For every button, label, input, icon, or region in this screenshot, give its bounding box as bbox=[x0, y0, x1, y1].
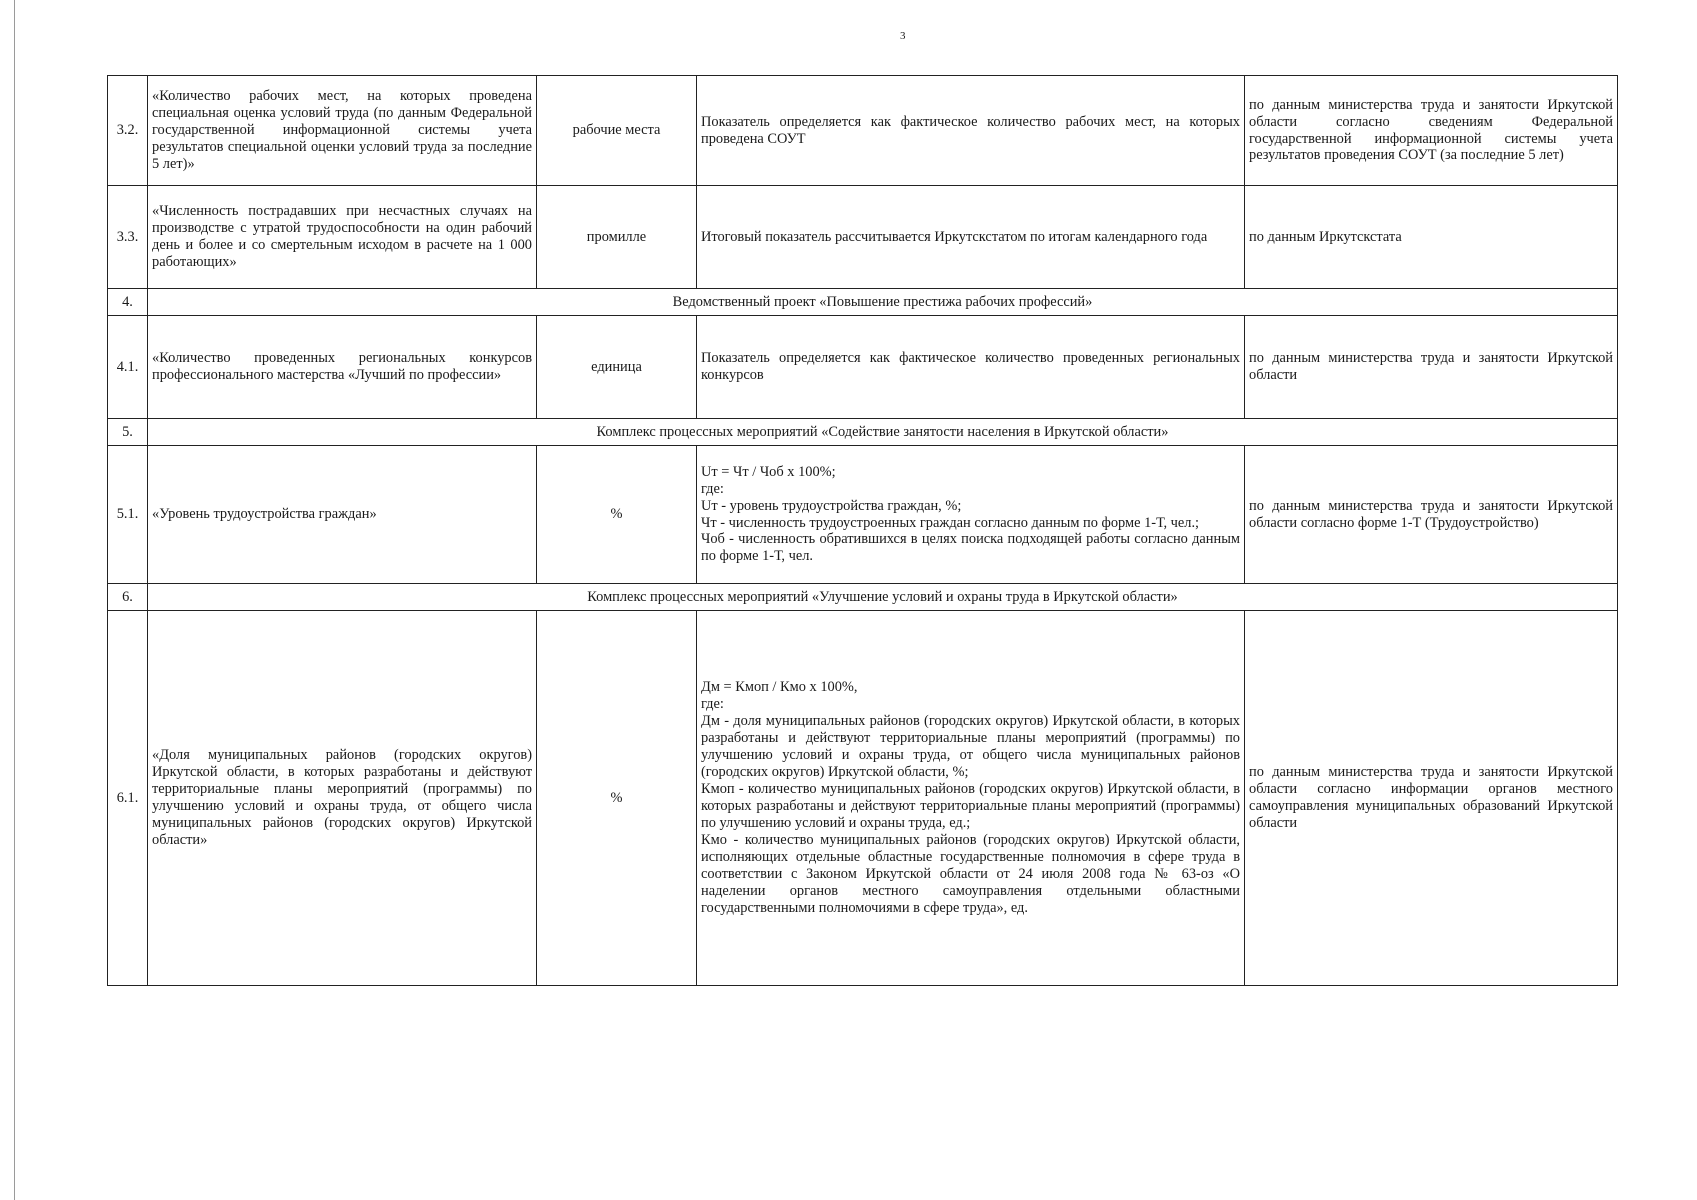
section-row bbox=[108, 419, 1618, 446]
page-edge-line bbox=[14, 0, 15, 1200]
method-line: Кмоп - количество муниципальных районов (городских округов) Иркутской области, в которых разработаны и действуют территориальные планы мероприятий (программы) по улучшению условий и охраны труда, ед.; bbox=[701, 781, 1240, 831]
row-number: 3.2. bbox=[108, 76, 148, 186]
indicator-name: «Количество проведенных региональных конкурсов профессионального мастерства «Лучший по профессии» bbox=[148, 316, 537, 419]
section-row bbox=[108, 584, 1618, 611]
data-source: по данным министерства труда и занятости Иркутской области согласно форме 1-Т (Трудоустройство) bbox=[1245, 446, 1618, 584]
data-source: по данным министерства труда и занятости Иркутской области согласно сведениям Федеральной государственной информационной системы учета результатов проведения СОУТ (за последние 5 лет) bbox=[1245, 76, 1618, 186]
method-line: Uт = Чт / Чоб x 100%; bbox=[701, 463, 836, 480]
unit-of-measure: промилле bbox=[537, 186, 697, 289]
table-row bbox=[108, 446, 1618, 584]
unit-of-measure: рабочие места bbox=[537, 76, 697, 186]
row-number: 5. bbox=[108, 419, 148, 446]
method-line: Uт - уровень трудоустройства граждан, %; bbox=[701, 497, 962, 514]
method-line: Чоб - численность обратившихся в целях поиска подходящей работы согласно данным по форме 1-Т, чел. bbox=[701, 531, 1240, 565]
row-number: 4.1. bbox=[108, 316, 148, 419]
page-number: 3 bbox=[900, 30, 906, 42]
method-line: Дм - доля муниципальных районов (городских округов) Иркутской области, в которых разработаны и действуют территориальные планы мероприятий (программы) по улучшению условий и охраны труда, от общего числа муниципальных районов (городских округов) Иркутской области, %; bbox=[701, 713, 1240, 781]
calculation-method bbox=[697, 186, 1245, 289]
row-number: 3.3. bbox=[108, 186, 148, 289]
data-source: по данным министерства труда и занятости Иркутской области согласно информации органов местного самоуправления муниципальных образований Иркутской области bbox=[1245, 611, 1618, 986]
unit-of-measure: % bbox=[537, 446, 697, 584]
method-line: Показатель определяется как фактическое количество проведенных региональных конкурсов bbox=[701, 350, 1240, 383]
table-row bbox=[108, 611, 1618, 986]
indicator-name: «Уровень трудоустройства граждан» bbox=[148, 446, 537, 584]
row-number: 6.1. bbox=[108, 611, 148, 986]
method-line: где: bbox=[701, 696, 724, 713]
row-number: 6. bbox=[108, 584, 148, 611]
calculation-method bbox=[697, 611, 1245, 986]
method-line: Чт - численность трудоустроенных граждан согласно данным по форме 1-Т, чел.; bbox=[701, 514, 1200, 531]
section-title: Комплекс процессных мероприятий «Содействие занятости населения в Иркутской области» bbox=[148, 419, 1618, 446]
table-row bbox=[108, 76, 1618, 186]
method-line: где: bbox=[701, 480, 724, 497]
indicators-table bbox=[107, 75, 1618, 986]
table-row bbox=[108, 186, 1618, 289]
indicator-name: «Численность пострадавших при несчастных случаях на производстве с утратой трудоспособности на один рабочий день и более и со смертельным исходом в расчете на 1 000 работающих» bbox=[148, 186, 537, 289]
method-line: Кмо - количество муниципальных районов (городских округов) Иркутской области, исполняющих отдельные областные государственные полномочия в сфере труда в соответствии с Законом Иркутской области от 24 июля 2008 года № 63-оз «О наделении органов местного самоуправления отдельными областными государственными полномочиями в сфере труда», ед. bbox=[701, 831, 1240, 916]
data-source: по данным министерства труда и занятости Иркутской области bbox=[1245, 316, 1618, 419]
indicator-name: «Количество рабочих мест, на которых проведена специальная оценка условий труда (по данным Федеральной государственной информационной системы учета результатов специальной оценки условий труда за последние 5 лет)» bbox=[148, 76, 537, 186]
calculation-method bbox=[697, 76, 1245, 186]
method-line: Дм = Кмоп / Кмо x 100%, bbox=[701, 679, 858, 696]
row-number: 5.1. bbox=[108, 446, 148, 584]
table-row bbox=[108, 316, 1618, 419]
indicator-name: «Доля муниципальных районов (городских округов) Иркутской области, в которых разработаны и действуют территориальные планы мероприятий (программы) по улучшению условий и охраны труда, от общего числа муниципальных районов (городских округов) Иркутской области» bbox=[148, 611, 537, 986]
method-line: Показатель определяется как фактическое количество рабочих мест, на которых проведена СОУТ bbox=[701, 113, 1240, 147]
data-source: по данным Иркутскстата bbox=[1245, 186, 1618, 289]
unit-of-measure: единица bbox=[537, 316, 697, 419]
method-line: Итоговый показатель рассчитывается Иркутскстатом по итогам календарного года bbox=[701, 228, 1208, 245]
section-title: Комплекс процессных мероприятий «Улучшение условий и охраны труда в Иркутской области» bbox=[148, 584, 1618, 611]
row-number: 4. bbox=[108, 289, 148, 316]
unit-of-measure: % bbox=[537, 611, 697, 986]
section-title: Ведомственный проект «Повышение престижа рабочих профессий» bbox=[148, 289, 1618, 316]
calculation-method bbox=[697, 316, 1245, 419]
calculation-method bbox=[697, 446, 1245, 584]
section-row bbox=[108, 289, 1618, 316]
